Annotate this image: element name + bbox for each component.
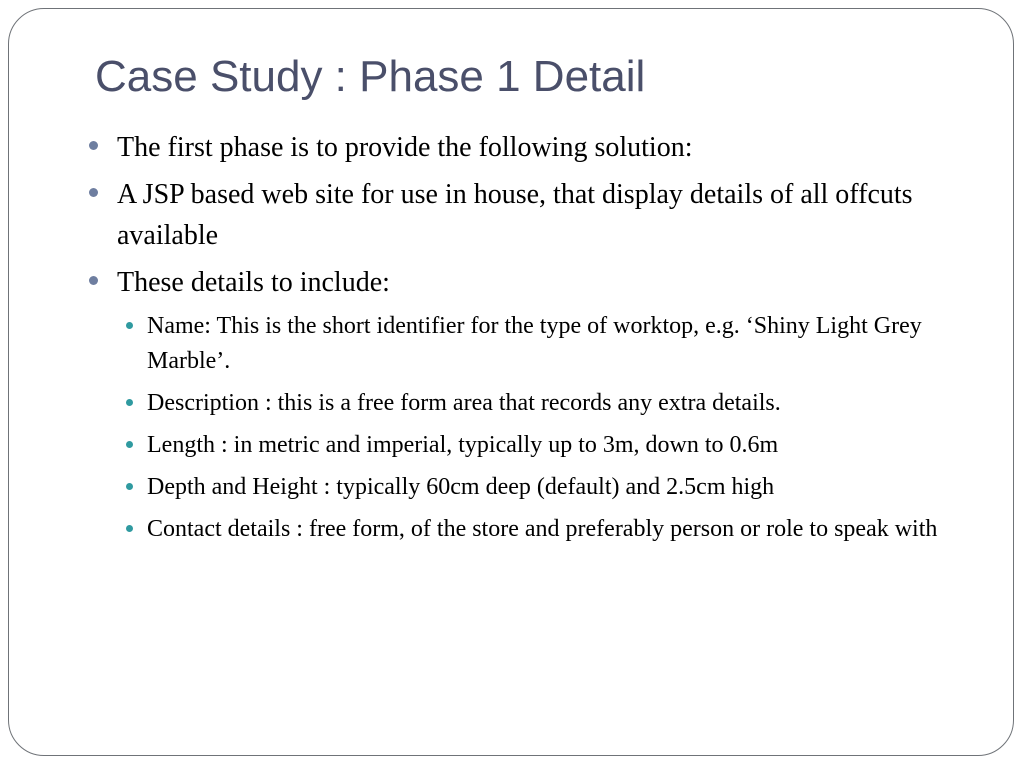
bullet-item [88, 262, 958, 303]
bullet-text: The first phase is to provide the following solution: [117, 132, 693, 163]
sub-bullet-text: Depth and Height : typically 60cm deep (default) and 2.5cm high [147, 474, 775, 500]
sub-bullet-dot-icon [126, 322, 133, 329]
bullet-list [88, 127, 958, 554]
bullet-item [88, 127, 958, 168]
sub-bullet-text: Contact details : free form, of the store and preferably person or role to speak with [147, 516, 938, 542]
bullet-text: A JSP based web site for use in house, that display details of all offcuts available [117, 179, 913, 251]
sub-bullet-item [117, 309, 958, 379]
sub-bullet-dot-icon [126, 483, 133, 490]
bullet-text: These details to include: [117, 267, 390, 298]
sub-bullet-list [88, 309, 958, 547]
sub-bullet-dot-icon [126, 441, 133, 448]
sub-bullet-item [117, 386, 958, 421]
sub-bullet-dot-icon [126, 525, 133, 532]
sub-bullet-dot-icon [126, 399, 133, 406]
sub-bullet-text: Length : in metric and imperial, typically up to 3m, down to 0.6m [147, 432, 779, 458]
sub-bullet-item [117, 470, 958, 505]
bullet-dot-icon [89, 188, 98, 197]
bullet-dot-icon [89, 141, 98, 150]
sub-bullet-item [117, 512, 958, 547]
bullet-dot-icon [89, 276, 98, 285]
bullet-item [88, 174, 958, 256]
sub-bullet-text: Name: This is the short identifier for the type of worktop, e.g. ‘Shiny Light Grey Marble’. [147, 313, 922, 374]
sub-bullet-group [88, 309, 958, 547]
slide-title: Case Study : Phase 1 Detail [95, 52, 646, 101]
sub-bullet-item [117, 428, 958, 463]
sub-bullet-text: Description : this is a free form area that records any extra details. [147, 390, 781, 416]
